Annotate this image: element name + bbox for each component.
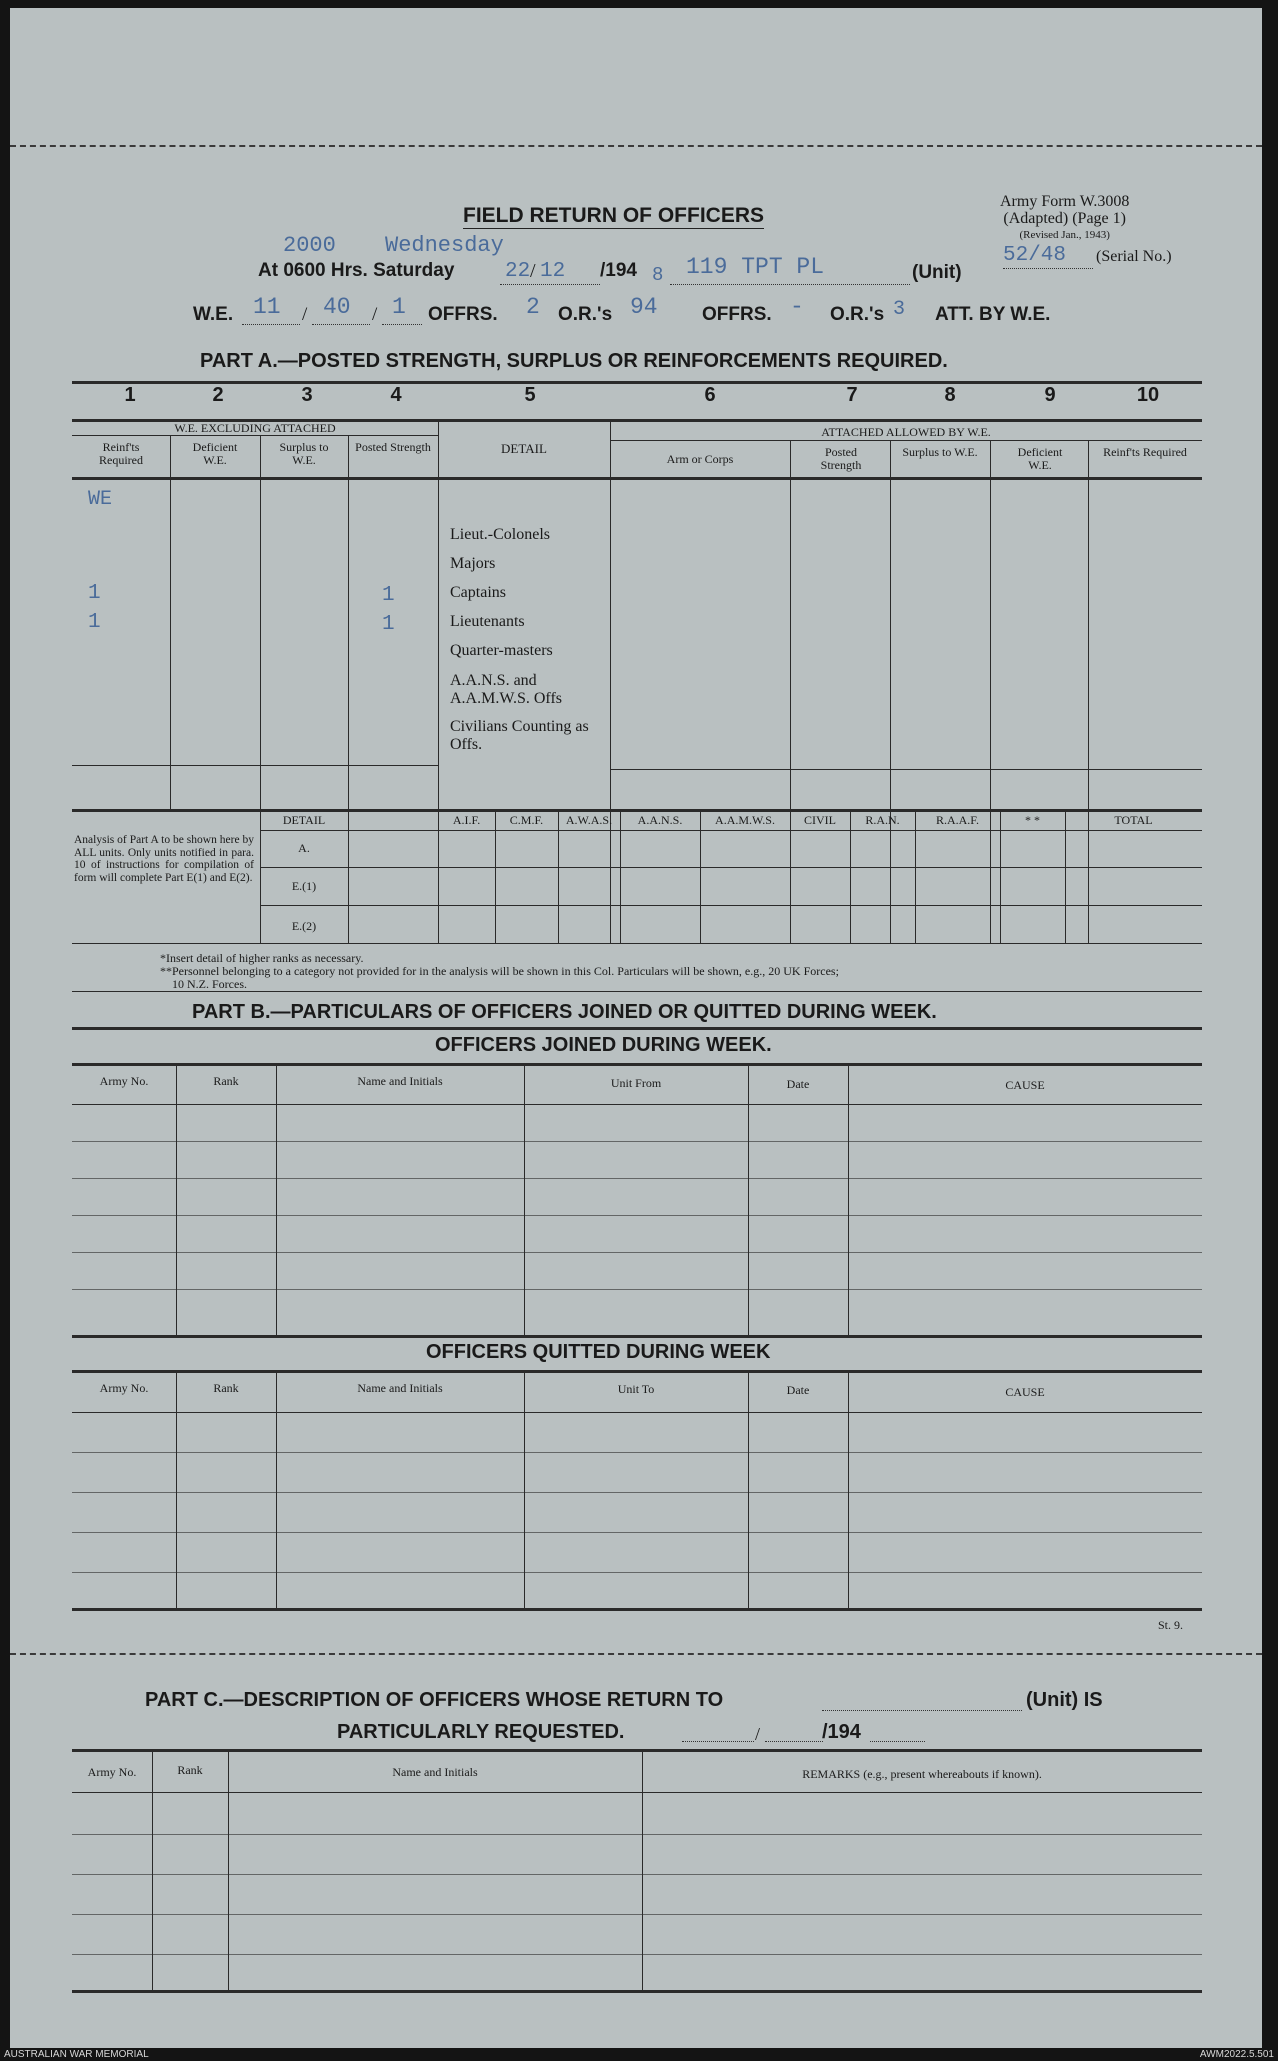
rule xyxy=(260,830,1202,831)
rule xyxy=(72,477,1202,480)
rule xyxy=(72,809,1202,812)
rule xyxy=(610,440,1202,441)
joined-header: Unit From xyxy=(610,1076,662,1090)
analysis-header: A.A.N.S. xyxy=(637,813,683,827)
col-number: 10 xyxy=(1136,384,1160,406)
att-label: ATT. BY W.E. xyxy=(935,304,1051,325)
rule xyxy=(72,1370,1202,1373)
analysis-header: CIVIL xyxy=(804,813,836,827)
footnote: **Personnel belonging to a category not provided for in the analysis will be shown in this Col. Particulars will be shown, e.g., 20 UK Forces; xyxy=(160,964,839,978)
part-c-date-line-2 xyxy=(765,1741,823,1742)
joined-title: OFFICERS JOINED DURING WEEK. xyxy=(435,1034,772,1056)
we-label: W.E. xyxy=(193,304,234,325)
rule xyxy=(748,1370,749,1608)
form-id xyxy=(1000,193,1129,244)
page-title: FIELD RETURN OF OFFICERS xyxy=(463,204,764,227)
rule xyxy=(610,419,611,943)
rank-row-label: Majors xyxy=(450,555,496,572)
we-sep-1: / xyxy=(302,304,308,325)
analysis-header: R.A.N. xyxy=(865,813,900,827)
quitted-header: Name and Initials xyxy=(357,1381,443,1395)
reinf-value: 1 xyxy=(88,582,101,605)
rule xyxy=(620,809,621,943)
left-col-header: Posted Strength xyxy=(355,440,431,454)
analysis-header: A.I.F. xyxy=(452,813,481,827)
rule xyxy=(348,435,349,943)
rule xyxy=(72,1749,1202,1752)
rule xyxy=(152,1749,153,1990)
rule xyxy=(790,440,791,943)
rule xyxy=(495,809,496,943)
part-c-header: Name and Initials xyxy=(392,1765,478,1779)
ors-label: O.R.'s xyxy=(558,304,613,325)
right-col-header: Reinf'ts Required xyxy=(1103,445,1187,459)
left-col-header: Reinf'ts Required xyxy=(99,440,143,467)
rule xyxy=(72,1954,1202,1955)
rule xyxy=(524,1370,525,1608)
rule xyxy=(228,1749,229,1990)
reinf-value: 1 xyxy=(88,611,101,634)
col-number: 9 xyxy=(1044,384,1056,406)
rule xyxy=(72,1289,1202,1290)
form-number: Army Form W.3008 xyxy=(1000,193,1130,210)
rule xyxy=(848,1063,849,1335)
rule xyxy=(72,1492,1202,1493)
rule xyxy=(72,1215,1202,1216)
rule xyxy=(72,1141,1202,1142)
rule xyxy=(72,1990,1202,1993)
we-sep-2: / xyxy=(372,304,378,325)
left-col-header: Deficient W.E. xyxy=(192,440,238,467)
part-c-header: REMARKS (e.g., present whereabouts if known). xyxy=(802,1767,1042,1781)
rank-row-label: Lieut.-Colonels xyxy=(450,526,550,543)
year-prefix: /194 xyxy=(600,260,637,281)
rule xyxy=(915,809,916,943)
rule xyxy=(438,419,439,943)
analysis-header: A.W.A.S. xyxy=(565,813,613,827)
group-header-right: ATTACHED ALLOWED BY W.E. xyxy=(821,425,991,439)
rule xyxy=(1000,809,1001,943)
we-value-2: 40 xyxy=(323,294,351,320)
rule xyxy=(72,1914,1202,1915)
rule xyxy=(72,1335,1202,1338)
joined-header: Name and Initials xyxy=(357,1074,443,1088)
right-col-header: Arm or Corps xyxy=(666,452,734,466)
rule xyxy=(890,440,891,943)
date-line xyxy=(500,284,600,285)
rule xyxy=(700,809,701,943)
we-line-1 xyxy=(242,324,300,325)
part-c-header: Army No. xyxy=(87,1765,137,1779)
joined-header: Rank xyxy=(213,1074,239,1088)
archive-footer xyxy=(0,2048,1278,2061)
joined-header: Army No. xyxy=(99,1074,149,1088)
analysis-row-label: E.(1) xyxy=(291,879,317,893)
rule xyxy=(72,765,438,766)
rule xyxy=(72,1252,1202,1253)
part-c-line1: PART C.—DESCRIPTION OF OFFICERS WHOSE RETURN TO xyxy=(145,1689,724,1711)
form-revised: (Revised Jan., 1943) xyxy=(1019,229,1110,241)
rule xyxy=(610,769,1202,770)
quitted-header: Unit To xyxy=(617,1382,655,1396)
date-day: 22 xyxy=(505,260,531,283)
part-c-date-line-1 xyxy=(682,1741,754,1742)
rule xyxy=(260,905,1202,906)
col-number: 1 xyxy=(124,384,136,406)
analysis-row-label: A. xyxy=(298,841,310,855)
part-c-date-sep: / xyxy=(755,1724,761,1744)
part-c-header: Rank xyxy=(177,1763,203,1777)
rule xyxy=(72,943,1202,944)
part-c-year: /194 xyxy=(822,1721,861,1743)
rule xyxy=(260,435,261,943)
quitted-header: CAUSE xyxy=(1005,1385,1045,1399)
rule xyxy=(524,1063,525,1335)
rule xyxy=(850,809,851,943)
rule xyxy=(72,1104,1202,1105)
rule xyxy=(72,1027,1202,1030)
unit-label: (Unit) xyxy=(912,262,962,283)
col-number: 7 xyxy=(846,384,858,406)
col-number: 4 xyxy=(390,384,402,406)
rule xyxy=(72,435,438,436)
part-c-unit-label: (Unit) IS xyxy=(1026,1689,1103,1711)
rule xyxy=(72,1178,1202,1179)
unit-line xyxy=(670,284,910,285)
ors-value: 94 xyxy=(630,294,658,320)
rule xyxy=(260,867,1202,868)
rule xyxy=(72,1412,1202,1413)
right-col-header: Posted Strength xyxy=(820,445,862,472)
top-perforation xyxy=(10,145,1262,147)
rule xyxy=(72,381,1202,384)
joined-header: CAUSE xyxy=(1005,1078,1045,1092)
right-col-header: Surplus to W.E. xyxy=(902,445,978,459)
quitted-header: Date xyxy=(786,1383,810,1397)
analysis-header: * * xyxy=(1025,813,1040,827)
offrs2-label: OFFRS. xyxy=(702,304,772,325)
col-number: 3 xyxy=(301,384,313,406)
rule xyxy=(1065,809,1066,943)
footnote: 10 N.Z. Forces. xyxy=(172,977,247,991)
rank-row-label: Quarter-masters xyxy=(450,642,553,659)
rule xyxy=(72,1452,1202,1453)
stamp-code: St. 9. xyxy=(1158,1618,1184,1632)
rule xyxy=(276,1063,277,1335)
rule xyxy=(748,1063,749,1335)
analysis-note: Analysis of Part A to be shown here by ALL units. Only units notified in para. 10 of instructions for compilation of form will complete Part E(1) and E(2). xyxy=(74,834,254,884)
detail-header: DETAIL xyxy=(501,441,547,456)
rule xyxy=(642,1749,643,1990)
col-number: 5 xyxy=(524,384,536,406)
form-sheet xyxy=(10,8,1262,2048)
col-number: 8 xyxy=(944,384,956,406)
quitted-header: Army No. xyxy=(99,1381,149,1395)
ors2-value: 3 xyxy=(893,298,906,321)
serial-label: (Serial No.) xyxy=(1096,248,1172,265)
rule xyxy=(72,1532,1202,1533)
part-c-unit-line xyxy=(822,1710,1022,1711)
rule xyxy=(276,1370,277,1608)
typed-time: 2000 xyxy=(283,233,336,258)
mid-perforation xyxy=(10,1653,1262,1655)
footnote: *Insert detail of higher ranks as necessary. xyxy=(160,951,364,965)
rank-row-label: Captains xyxy=(450,584,506,601)
rule xyxy=(72,1608,1202,1611)
col-number: 6 xyxy=(704,384,716,406)
rank-row-label: Civilians Counting as Offs. xyxy=(450,718,589,753)
left-col-header: Surplus to W.E. xyxy=(279,440,329,467)
offrs-label: OFFRS. xyxy=(428,304,498,325)
serial-value: 52/48 xyxy=(1003,244,1067,267)
offrs-value: 2 xyxy=(526,294,540,320)
ors2-label: O.R.'s xyxy=(830,304,885,325)
date-month: 12 xyxy=(540,260,566,283)
rule xyxy=(72,1834,1202,1835)
at-hours-label: At 0600 Hrs. Saturday xyxy=(258,260,455,281)
quitted-title: OFFICERS QUITTED DURING WEEK xyxy=(426,1341,771,1363)
rule xyxy=(170,435,171,809)
typed-day: Wednesday xyxy=(385,233,504,258)
quitted-header: Rank xyxy=(213,1381,239,1395)
we-value-1: 11 xyxy=(253,294,281,320)
analysis-row-label: E.(2) xyxy=(291,919,317,933)
offrs2-value: - xyxy=(790,294,804,320)
rule xyxy=(558,809,559,943)
rule xyxy=(72,1874,1202,1875)
date-sep: / xyxy=(530,260,536,282)
analysis-header: TOTAL xyxy=(1114,813,1153,827)
rule xyxy=(1088,440,1089,943)
analysis-header: C.M.F. xyxy=(509,813,544,827)
rule xyxy=(848,1370,849,1608)
analysis-header: R.A.A.F. xyxy=(935,813,980,827)
rank-row-label: Lieutenants xyxy=(450,613,525,630)
rank-row-label: A.A.N.S. and A.A.M.W.S. Offs xyxy=(450,672,563,707)
form-adapted: (Adapted) (Page 1) xyxy=(1003,210,1126,227)
right-col-header: Deficient W.E. xyxy=(1017,445,1063,472)
rule xyxy=(72,1063,1202,1066)
we-line-3 xyxy=(382,324,422,325)
group-header-left: W.E. EXCLUDING ATTACHED xyxy=(174,421,336,435)
rule xyxy=(72,1572,1202,1573)
rule xyxy=(72,1792,1202,1793)
year-digit: 8 xyxy=(652,264,664,286)
rule xyxy=(176,1063,177,1335)
posted-value: 1 xyxy=(382,584,395,607)
footer-left: AUSTRALIAN WAR MEMORIAL xyxy=(4,2049,149,2060)
joined-header: Date xyxy=(786,1077,810,1091)
posted-value: 1 xyxy=(382,613,395,636)
typed-we-note: WE xyxy=(88,488,113,511)
we-value-3: 1 xyxy=(392,294,406,320)
col-number: 2 xyxy=(212,384,224,406)
we-line-2 xyxy=(312,324,370,325)
analysis-header: DETAIL xyxy=(282,813,326,827)
part-a-title: PART A.—POSTED STRENGTH, SURPLUS OR REINFORCEMENTS REQUIRED. xyxy=(200,350,948,372)
unit-value: 119 TPT PL xyxy=(686,254,825,280)
serial-line xyxy=(1003,268,1093,269)
part-c-line2: PARTICULARLY REQUESTED. xyxy=(337,1721,625,1743)
footer-right: AWM2022.5.501 xyxy=(1199,2049,1274,2060)
part-b-title: PART B.—PARTICULARS OF OFFICERS JOINED OR QUITTED DURING WEEK. xyxy=(192,1001,937,1023)
rule xyxy=(176,1370,177,1608)
part-c-year-line xyxy=(870,1741,925,1742)
analysis-header: A.A.M.W.S. xyxy=(715,813,775,827)
rule xyxy=(990,440,991,943)
